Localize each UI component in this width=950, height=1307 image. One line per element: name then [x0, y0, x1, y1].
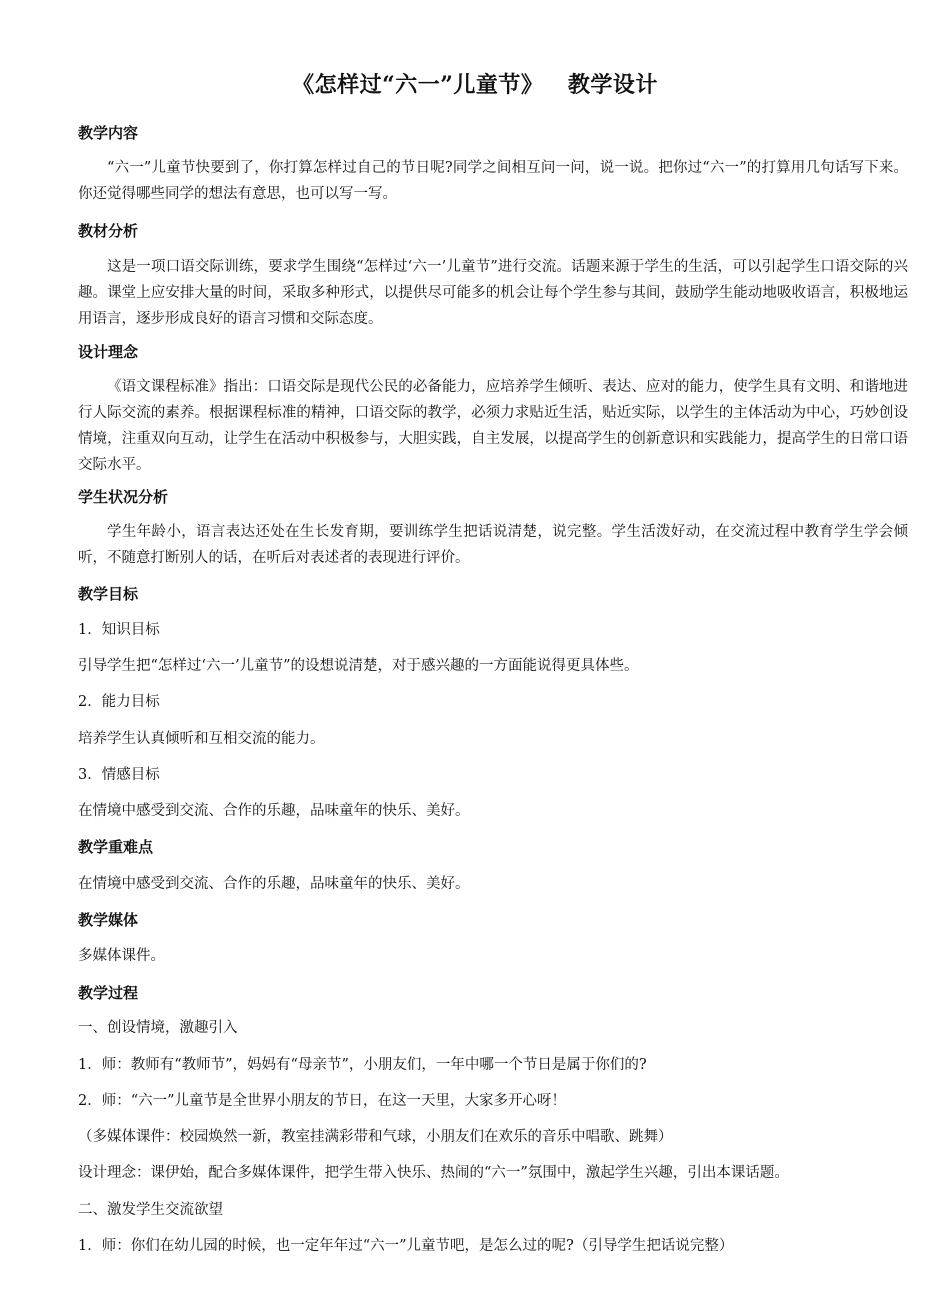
paragraph-student-analysis: 学生年龄小，语言表达还处在生长发育期，要训练学生把话说清楚，说完整。学生活泼好动，在交流过程中教育学生学会倾听，不随意打断别人的话，在听后对表述者的表现进行评价。: [78, 524, 908, 566]
paragraph-material-analysis: 这是一项口语交际训练，要求学生围绕“怎样过‘六一’儿童节”进行交流。话题来源于学生的生活，可以引起学生口语交际的兴趣。课堂上应安排大量的时间，采取多种形式，以提供尽可能多的机会让每个学生参与其间，鼓励学生能动地吸收语言，积极地运用语言，逐步形成良好的语言习惯和交际态度。: [78, 259, 908, 327]
key-points-text: 在情境中感受到交流、合作的乐趣，品味童年的快乐、美好。: [78, 876, 470, 892]
process-step-2: 二、激发学生交流欲望: [78, 1202, 223, 1218]
heading-material-analysis: 教材分析: [78, 222, 139, 240]
paragraph-design-concept: 《语文课程标准》指出：口语交际是现代公民的必备能力，应培养学生倾听、表达、应对的能力，使学生具有文明、和谐地进行人际交流的素养。根据课程标准的精神，口语交际的教学，必须力求贴近生活，贴近实际，以学生的主体活动为中心，巧妙创设情境，注重双向互动，让学生在活动中积极参与，大胆实践，自主发展，以提高学生的创新意识和实践能力，提高学生的日常口语交际水平。: [78, 379, 908, 473]
process-line-2: 2．师：“六一”儿童节是全世界小朋友的节日，在这一天里，大家多开心呀！: [78, 1093, 567, 1109]
heading-design-concept: 设计理念: [78, 343, 139, 361]
goal-ability-text: 培养学生认真倾听和互相交流的能力。: [78, 731, 325, 747]
heading-teaching-content: 教学内容: [78, 124, 139, 142]
teaching-media-text: 多媒体课件。: [78, 948, 165, 964]
process-design-note: 设计理念：课伊始，配合多媒体课件，把学生带入快乐、热闹的“六一”氛围中，激起学生兴趣，引出本课话题。: [78, 1165, 789, 1181]
heading-student-analysis: 学生状况分析: [78, 488, 169, 506]
process-line-5: 1．师：你们在幼儿园的时候，也一定年年过“六一”儿童节吧，是怎么过的呢?（引导学生把话说完整）: [78, 1238, 734, 1254]
heading-key-points: 教学重难点: [78, 838, 154, 856]
goal-knowledge-text: 引导学生把“怎样过‘六一’儿童节”的设想说清楚，对于感兴趣的一方面能说得更具体些。: [78, 658, 639, 674]
goal-emotion-text: 在情境中感受到交流、合作的乐趣，品味童年的快乐、美好。: [78, 803, 470, 819]
process-step-1: 一、创设情境，激趣引入: [78, 1020, 238, 1036]
process-line-3: （多媒体课件：校园焕然一新，教室挂满彩带和气球，小朋友们在欢乐的音乐中唱歌、跳舞）: [78, 1129, 673, 1145]
heading-teaching-goals: 教学目标: [78, 585, 139, 603]
paragraph-teaching-content: “六一”儿童节快要到了，你打算怎样过自己的节日呢?同学之间相互问一问，说一说。把你过“六一”的打算用几句话写下来。你还觉得哪些同学的想法有意思，也可以写一写。: [78, 160, 908, 202]
heading-teaching-process: 教学过程: [78, 984, 139, 1002]
goal-emotion-label: 3．情感目标: [78, 767, 160, 783]
goal-ability-label: 2．能力目标: [78, 694, 160, 710]
document-title: 《怎样过“六一”儿童节》 教学设计: [292, 72, 658, 98]
process-line-1: 1．师：教师有“教师节”，妈妈有“母亲节”，小朋友们，一年中哪一个节日是属于你们的?: [78, 1057, 647, 1073]
heading-teaching-media: 教学媒体: [78, 911, 139, 929]
goal-knowledge-label: 1．知识目标: [78, 622, 160, 638]
